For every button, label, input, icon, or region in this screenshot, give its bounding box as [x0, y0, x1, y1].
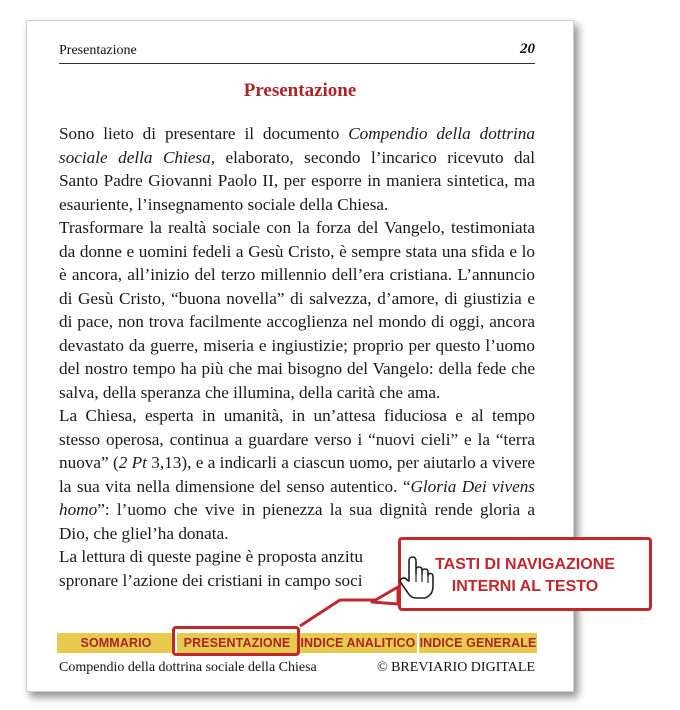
nav-indice-generale-button[interactable]: INDICE GENERALE: [419, 633, 537, 653]
footer-document-title: Compendio della dottrina sociale della Chiesa: [59, 660, 317, 675]
nav-sommario-button[interactable]: SOMMARIO: [57, 633, 175, 653]
header-section-title: Presentazione: [59, 43, 137, 58]
paragraph-2: Trasformare la realtà sociale con la forza del Vangelo, testimoniata da donne e uomini fedeli a Gesù Cristo, è sempre stata una sfida e lo è ancora, all’inizio del terzo millennio dell’era cristiana. L’annuncio di Gesù Cristo, “buona novella” di salvezza, d’amore, di giustizia e di pace, non trova facilmente accoglienza nel mondo di oggi, ancora devastato da guerre, miseria e ingiustizie; proprio per questo l’uomo del nostro tempo ha più che mai bisogno del Vangelo: della fede che salva, della speranza che illumina, della carità che ama.: [59, 218, 535, 402]
nav-indice-analitico-button[interactable]: INDICE ANALITICO: [299, 633, 417, 653]
paragraph-3: La Chiesa, esperta in umanità, in un’attesa fiduciosa e al tempo stesso operosa, continua a guardare verso i “nuovi cieli” e la “terra nuova” (2 Pt 3,13), e a indicarli a ciascun uomo, per aiutarlo a vivere la sua vita nella dimensione del senso autentico. “Gloria Dei vivens homo”: l’uomo che vive in pienezza la sua dignità rende gloria a Dio, che gliel’ha donata.: [59, 406, 535, 543]
callout-line-1: TASTI DI NAVIGAZIONE: [435, 556, 615, 573]
page-number: 20: [520, 41, 535, 57]
footer-copyright: © BREVIARIO DIGITALE: [376, 660, 535, 675]
hand-pointer-icon: [397, 555, 437, 601]
callout-line-2: INTERNI AL TESTO: [451, 578, 599, 595]
section-title: Presentazione: [243, 80, 357, 101]
paragraph-1: Sono lieto di presentare il documento Compendio della dottrina sociale della Chiesa, elaborato, secondo l’incarico ricevuto dal Santo Padre Giovanni Paolo II, per esporre in maniera sintetica, ma esauriente, l’insegnamento sociale della Chiesa.: [59, 124, 536, 214]
nav-presentazione-button[interactable]: PRESENTAZIONE: [177, 633, 297, 653]
paragraph-4: La lettura di queste pagine è proposta anzitu spronare l’azione dei cristiani in campo soci: [59, 547, 364, 590]
